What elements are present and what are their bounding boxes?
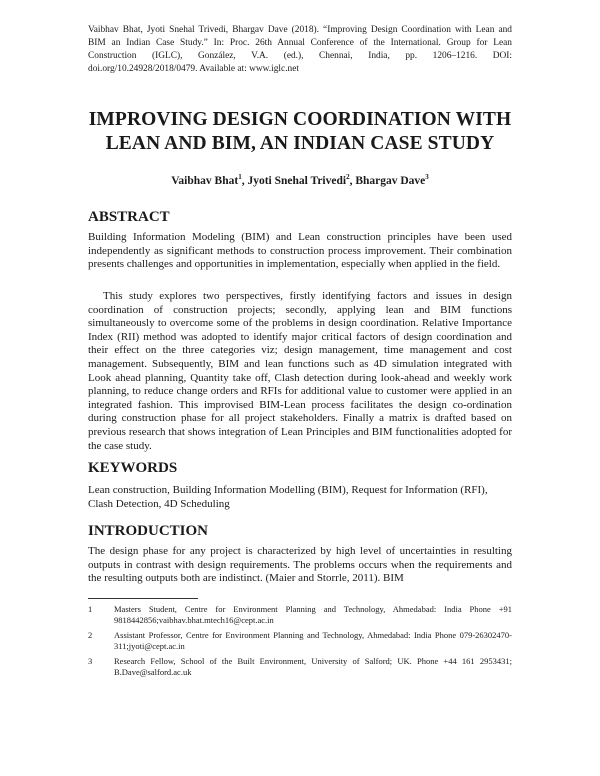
title-line-1: IMPROVING DESIGN COORDINATION WITH xyxy=(88,109,512,130)
keywords-text: Lean construction, Building Information Modelling (BIM), Request for Information (RFI), Clash Detection, 4D Scheduling xyxy=(88,484,488,510)
paper-title xyxy=(60,108,540,156)
citation-header xyxy=(88,24,512,76)
citation-line: Vaibhav Bhat, Jyoti Snehal Trivedi, Bhargav Dave (2018). “Improving Design Coordination with Lean and xyxy=(88,25,512,35)
author-affiliation-mark: 3 xyxy=(425,173,429,182)
citation-line: Construction (IGLC), González, V.A. (ed.), Chennai, India, pp. 1206–1216. DOI: xyxy=(88,51,512,61)
footnote-number: 1 xyxy=(88,604,93,614)
author-name: Jyoti Snehal Trivedi xyxy=(247,175,347,187)
footnote-item xyxy=(88,604,512,626)
author-affiliation-mark: 1 xyxy=(238,173,242,182)
footnote-item xyxy=(88,630,512,652)
introduction-heading: INTRODUCTION xyxy=(88,523,209,539)
author-separator: , xyxy=(349,175,356,187)
footnote-number: 3 xyxy=(88,656,93,666)
abstract-heading: ABSTRACT xyxy=(88,209,170,225)
author-name: Vaibhav Bhat xyxy=(171,175,239,187)
footnote-divider xyxy=(88,598,198,599)
abstract-paragraph-1: Building Information Modeling (BIM) and Lean construction principles have been used independently as significant methods to construction process improvement. Their combination presents challenges and opportunities in implementation, especially when applied in the field. xyxy=(88,231,512,271)
footnote-number: 2 xyxy=(88,630,93,640)
citation-line: BIM an Indian Case Study.” In: Proc. 26th Annual Conference of the International. Group for Lean xyxy=(88,38,512,48)
introduction-text: The design phase for any project is characterized by high level of uncertainties in resulting outputs in contrast with design requirements. The problems occurs when the requirements and the resulting outputs both are indistinct. (Maier and Storrle, 2011). BIM xyxy=(88,545,512,585)
footnote-text: Masters Student, Centre for Environment Planning and Technology, Ahmedabad: India Phone +91 9818442856;vaibhav.bhat.mtech16@cept.ac.in xyxy=(114,604,512,626)
author-affiliation-mark: 2 xyxy=(346,173,350,182)
abstract-paragraph-2: This study explores two perspectives, firstly identifying factors and issues in design coordination of construction projects; secondly, applying lean and BIM functions simultaneously to overcome some of the problems in design coordination. Relative Importance Index (RII) method was adopted to identify major critical factors of design coordination and their effect on the three categories viz; design management, time management and cost management. Subsequently, BIM and lean functions such as 4D simulation integrated with Look ahead planning, Quantity take off, Clash detection during look-ahead and weekly work planning, to reduce change orders and RFIs for additional value to customer were applied in an integrated fashion. This improvised BIM-Lean process facilitates the design co-ordination during construction phase for all project stakeholders. Finally a matrix is drafted based on previous research that shows integration of Lean Principles and BIM functionalities adopted for the case study. xyxy=(88,290,512,452)
title-line-2: LEAN AND BIM, AN INDIAN CASE STUDY xyxy=(105,133,495,154)
footnote-text: Assistant Professor, Centre for Environment Planning and Technology, Ahmedabad: India Phone 079-26302470-311;jyoti@cept.ac.in xyxy=(114,630,512,652)
footnote-text: Research Fellow, School of the Built Environment, University of Salford; UK. Phone +44 161 2953431; B.Dave@salford.ac.uk xyxy=(114,656,512,678)
footnote-item xyxy=(88,656,512,678)
author-name: Bhargav Dave xyxy=(355,175,426,187)
author-separator: , xyxy=(241,175,248,187)
author-list xyxy=(60,175,540,187)
citation-line: doi.org/10.24928/2018/0479. Available at: www.iglc.net xyxy=(88,64,299,74)
keywords-heading: KEYWORDS xyxy=(88,460,178,476)
